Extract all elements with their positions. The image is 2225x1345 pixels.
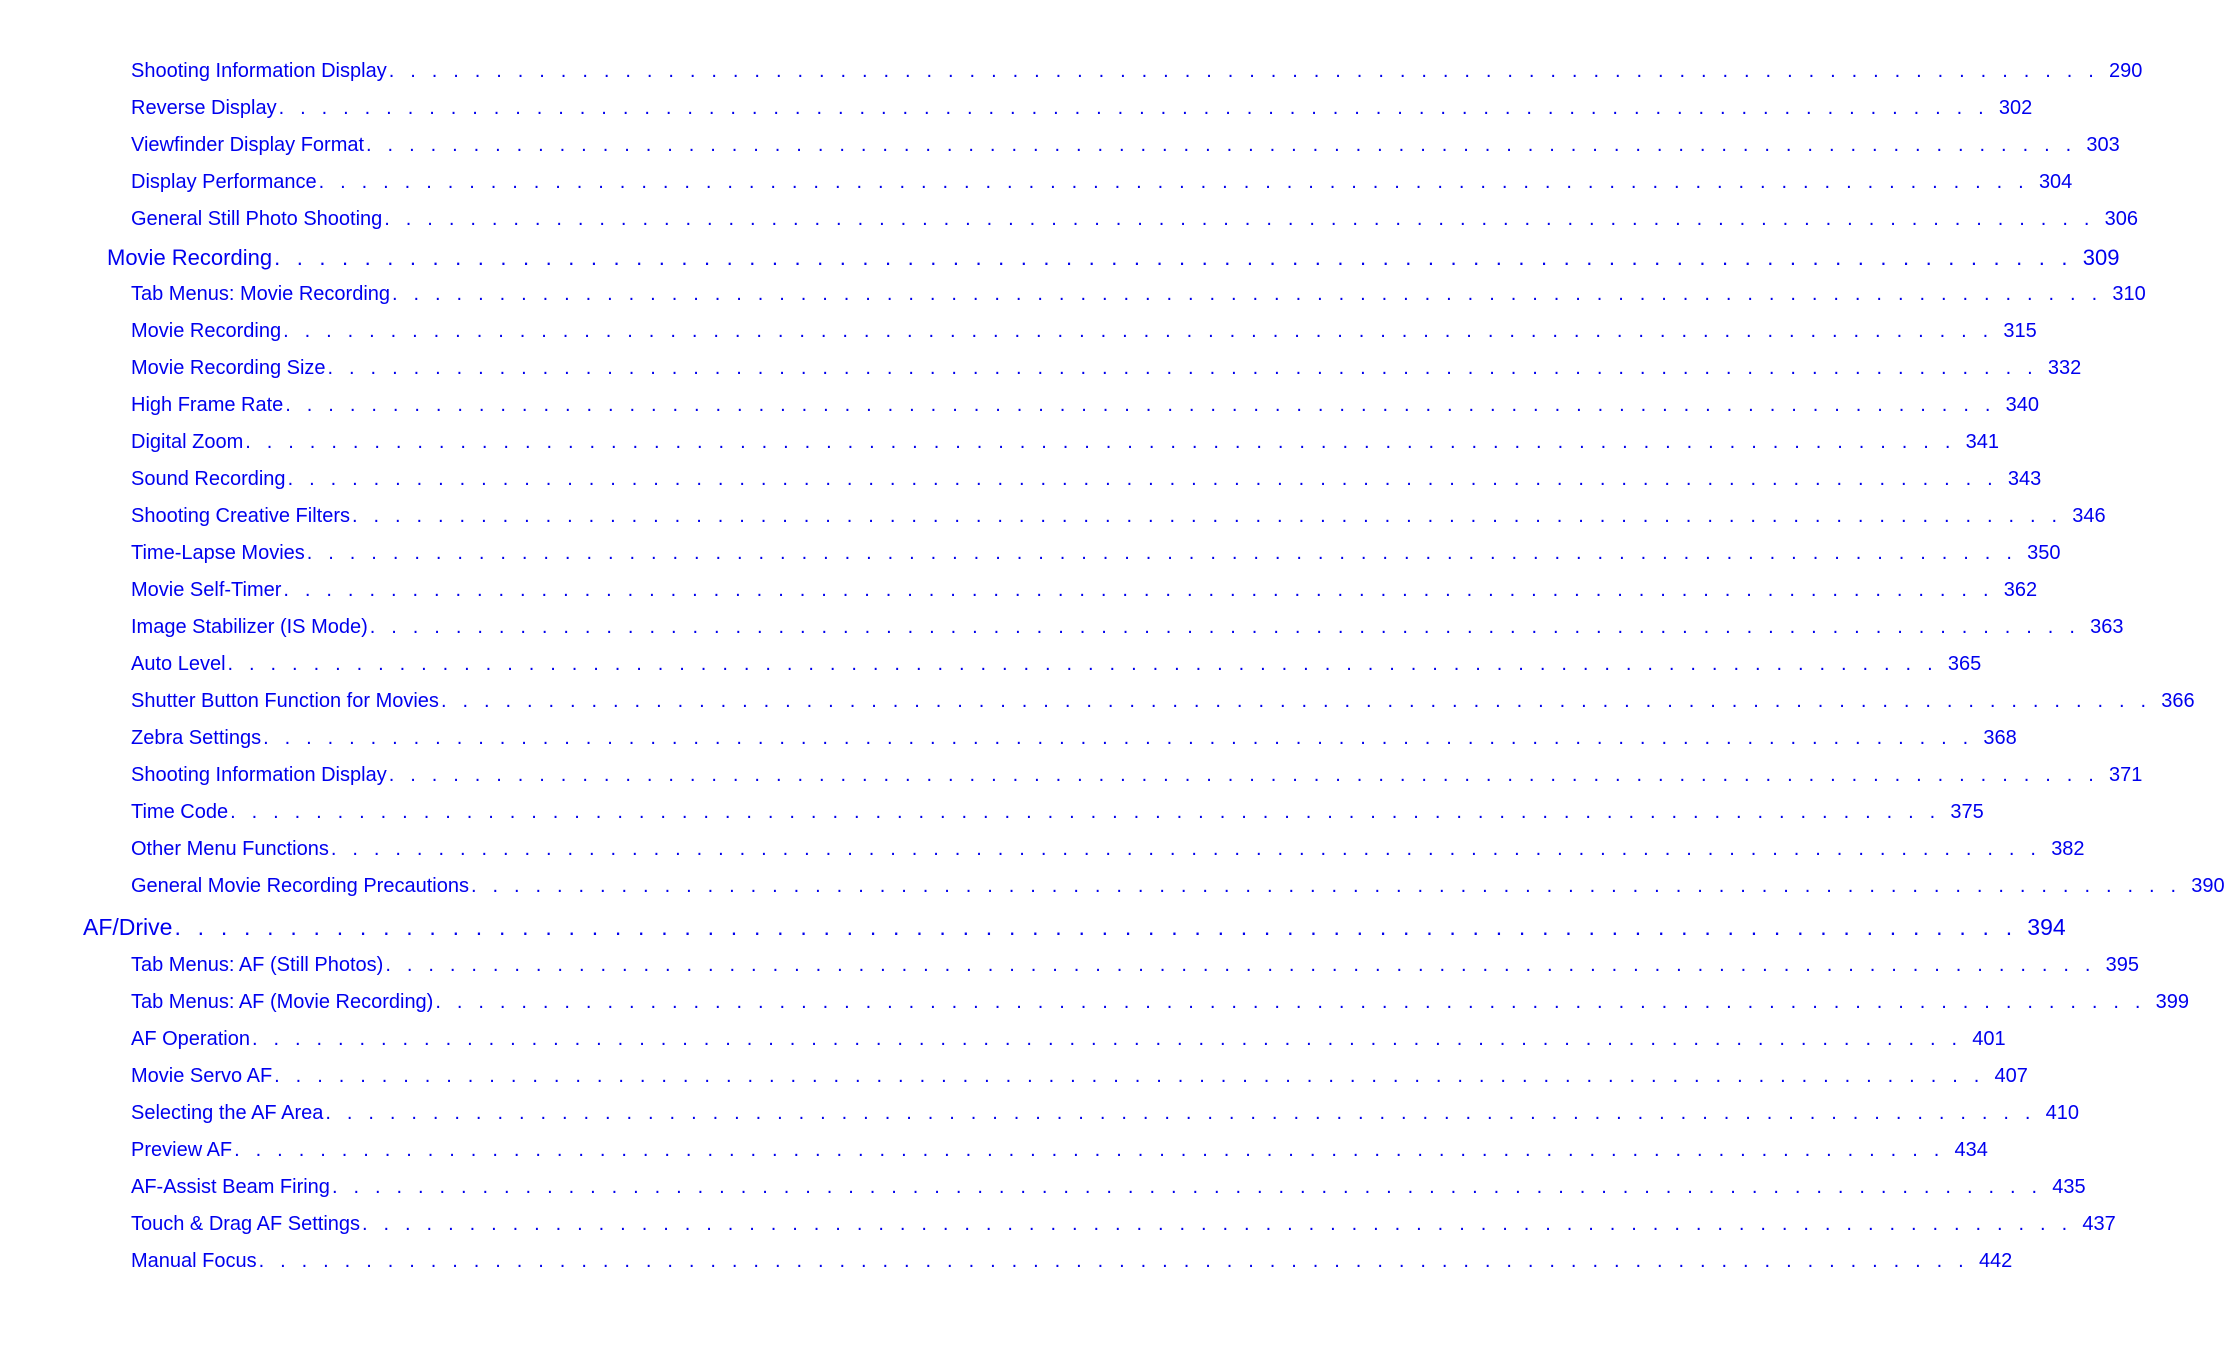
toc-entry-page-number: 395 bbox=[2105, 954, 2140, 976]
toc-entry-page-number: 315 bbox=[2003, 320, 2037, 342]
toc-entry[interactable] bbox=[0, 616, 2124, 653]
dot-leader: . . . . . . . . . . . . . . . . . . . . . . . . . . . . . . . . . . . . . . . . . . . . . . . . . . . . . . . . . . . . . . . . . . . . . . . . . . . . . . . . bbox=[287, 468, 1998, 490]
toc-entry-title: Time Code bbox=[131, 801, 229, 823]
toc-entry-page-number: 343 bbox=[2007, 468, 2042, 490]
toc-entry-page-number: 346 bbox=[2072, 505, 2106, 527]
toc-entry[interactable] bbox=[0, 727, 2017, 764]
toc-entry[interactable] bbox=[0, 1065, 2028, 1102]
toc-entry[interactable] bbox=[0, 283, 2146, 320]
toc-entry-page-number: 435 bbox=[2052, 1176, 2086, 1198]
toc-entry-page-number: 362 bbox=[2003, 579, 2038, 601]
toc-entry[interactable] bbox=[0, 875, 2225, 912]
toc-entry-page-number: 340 bbox=[2005, 394, 2039, 416]
toc-entry[interactable] bbox=[0, 394, 2039, 431]
toc-entry-page-number: 302 bbox=[1998, 97, 2033, 119]
toc-entry-title: Shutter Button Function for Movies bbox=[131, 690, 439, 712]
toc-section-heading[interactable] bbox=[0, 245, 2120, 283]
toc-entry-title: Time-Lapse Movies bbox=[131, 542, 305, 564]
dot-leader: . . . . . . . . . . . . . . . . . . . . . . . . . . . . . . . . . . . . . . . . . . . . . . . . . . . . . . . . . . . . . . . . . . . . . . . . . . . . . . . . bbox=[318, 171, 2029, 193]
toc-entry-title: Movie Recording Size bbox=[131, 357, 326, 379]
toc-entry-page-number: 310 bbox=[2112, 283, 2146, 305]
toc-entry-page-number: 365 bbox=[1947, 653, 1982, 675]
dot-leader: . . . . . . . . . . . . . . . . . . . . . . . . . . . . . . . . . . . . . . . . . . . . . . . . . . . . . . . . . . . . . . . . . . . . . . . . . . . . . . . . bbox=[325, 1102, 2036, 1124]
toc-entry-page-number: 407 bbox=[1994, 1065, 2028, 1087]
dot-leader: . . . . . . . . . . . . . . . . . . . . . . . . . . . . . . . . . . . . . . . . . . . . . . . . . . . . . . . . . . . . . . . . . . . . . . . . . . . . . . . . bbox=[384, 208, 2095, 230]
toc-entry[interactable] bbox=[0, 1139, 1988, 1176]
toc-entry[interactable] bbox=[0, 60, 2143, 97]
toc-entry[interactable] bbox=[0, 468, 2042, 505]
toc-entry[interactable] bbox=[0, 208, 2138, 245]
dot-leader: . . . . . . . . . . . . . . . . . . . . . . . . . . . . . . . . . . . . . . . . . . . . . . . . . . . . . . . . . . . . . . . . . . . . . . . . . . . . . . . . bbox=[388, 764, 2100, 786]
toc-entry[interactable] bbox=[0, 357, 2082, 394]
toc-entry[interactable] bbox=[0, 690, 2195, 727]
dot-leader: . . . . . . . . . . . . . . . . . . . . . . . . . . . . . . . . . . . . . . . . . . . . . . . . . . . . . . . . . . . . . . . . . . . . . . . . . . . . . . . . bbox=[278, 97, 1989, 119]
toc-entry-title: Tab Menus: AF (Still Photos) bbox=[131, 954, 384, 976]
toc-entry[interactable] bbox=[0, 1028, 2006, 1065]
toc-entry-title: Movie Recording bbox=[107, 245, 273, 270]
toc-entry-title: Reverse Display bbox=[131, 97, 277, 119]
toc-entry[interactable] bbox=[0, 320, 2037, 357]
toc-entry-title: AF-Assist Beam Firing bbox=[131, 1176, 330, 1198]
dot-leader: . . . . . . . . . . . . . . . . . . . . . . . . . . . . . . . . . . . . . . . . . . . . . . . . . . . . . . . . . . . . . . . . . . . . . . . . . . . . . . . . bbox=[327, 357, 2038, 379]
dot-leader: . . . . . . . . . . . . . . . . . . . . . . . . . . . . . . . . . . . . . . . . . . . . . . . . . . . . . . . . . . . . . . . . . . . . . . . . . . . . . . . . bbox=[283, 579, 1994, 601]
toc-entry-page-number: 290 bbox=[2109, 60, 2143, 82]
toc-entry[interactable] bbox=[0, 991, 2190, 1028]
dot-leader: . . . . . . . . . . . . . . . . . . . . . . . . . . . . . . . . . . . . . . . . . . . . . . . . . . . . . . . . . . . . . . . . . . . . . . . . . . . . . . . . bbox=[227, 653, 1938, 675]
toc-entry[interactable] bbox=[0, 542, 2061, 579]
toc-entry[interactable] bbox=[0, 838, 2085, 875]
dot-leader: . . . . . . . . . . . . . . . . . . . . . . . . . . . . . . . . . . . . . . . . . . . . . . . . . . . . . . . . . . . . . . . . . . . . . . . . . . . . . . . . bbox=[283, 320, 1994, 342]
toc-entry-page-number: 375 bbox=[1950, 801, 1984, 823]
toc-entry-page-number: 368 bbox=[1983, 727, 2017, 749]
toc-entry[interactable] bbox=[0, 764, 2143, 801]
dot-leader: . . . . . . . . . . . . . . . . . . . . . . . . . . . . . . . . . . . . . . . . . . . . . . . . . . . . . . . . . . . . . . . . . . . . . . . . . . . . . . . . bbox=[245, 431, 1956, 453]
toc-entry[interactable] bbox=[0, 505, 2106, 542]
toc-entry-title: Shooting Information Display bbox=[131, 60, 387, 82]
toc-entry[interactable] bbox=[0, 1250, 2013, 1287]
dot-leader: . . . . . . . . . . . . . . . . . . . . . . . . . . . . . . . . . . . . . . . . . . . . . . . . . . . . . . . . . . . . . . . . . . . . . . . . . . . . . . . . bbox=[274, 1065, 1985, 1087]
dot-leader: . . . . . . . . . . . . . . . . . . . . . . . . . . . . . . . . . . . . . . . . . . . . . . . . . . . . . . . . . . . . . . . . . . . . . . . . . . . . . . . . bbox=[258, 1250, 1969, 1272]
toc-entry-title: General Still Photo Shooting bbox=[131, 208, 383, 230]
toc-entry-page-number: 437 bbox=[2082, 1213, 2116, 1235]
dot-leader: . . . . . . . . . . . . . . . . . . . . . . . . . . . . . . . . . . . . . . . . . . . . . . . . . . . . . . . . . . . . . . . . . . . . . . . . . . . . . . . . bbox=[351, 505, 2063, 527]
toc-entry[interactable] bbox=[0, 431, 1999, 468]
toc-entry-title: Viewfinder Display Format bbox=[131, 134, 365, 156]
toc-entry-page-number: 303 bbox=[2086, 134, 2120, 156]
toc-entry[interactable] bbox=[0, 579, 2038, 616]
toc-entry[interactable] bbox=[0, 97, 2033, 134]
toc-entry-title: Selecting the AF Area bbox=[131, 1102, 324, 1124]
toc-entry-page-number: 390 bbox=[2191, 875, 2225, 897]
toc-entry-title: Image Stabilizer (IS Mode) bbox=[131, 616, 368, 638]
dot-leader: . . . . . . . . . . . . . . . . . . . . . . . . . . . . . . . . . . . . . . . . . . . . . . . . . . . . . . . . . . . . . . . . . . . . . . . . . . . . . . . . bbox=[435, 991, 2146, 1013]
toc-entry-title: Shooting Information Display bbox=[131, 764, 387, 786]
toc-entry[interactable] bbox=[0, 171, 2073, 208]
dot-leader: . . . . . . . . . . . . . . . . . . . . . . . . . . . . . . . . . . . . . . . . . . . . . . . . . . . . . . . . . . . . . . . . . . . . . . . . . . . . . . . . bbox=[234, 1139, 1945, 1161]
dot-leader: . . . . . . . . . . . . . . . . . . . . . . . . . . . . . . . . . . . . . . . . . . . . . . . . . . . . . . . . . . . . . . . . . . . . . . . . . . . . . . . . bbox=[392, 283, 2103, 305]
toc-entry[interactable] bbox=[0, 653, 1982, 690]
toc-entry-title: General Movie Recording Precautions bbox=[131, 875, 469, 897]
dot-leader: . . . . . . . . . . . . . . . . . . . . . . . . . . . . . . . . . . . . . . . . . . . . . . . . . . . . . . . . . . . . . . . . . . . . . . . . . . . . . . . . bbox=[331, 1176, 2043, 1198]
toc-entry-title: Movie Self-Timer bbox=[131, 579, 282, 601]
dot-leader: . . . . . . . . . . . . . . . . . . . . . . . . . . . . . . . . . . . . . . . . . . . . . . . . . . . . . . . . . . . . . . . . . . . . . . . . . . . . . . . . bbox=[362, 1213, 2073, 1235]
toc-entry-title: Sound Recording bbox=[131, 468, 286, 490]
toc-entry-title: Display Performance bbox=[131, 171, 317, 193]
toc-entry-page-number: 306 bbox=[2104, 208, 2138, 230]
toc-entry-page-number: 442 bbox=[1978, 1250, 2013, 1272]
toc-entry-page-number: 304 bbox=[2038, 171, 2073, 193]
dot-leader: . . . . . . . . . . . . . . . . . . . . . . . . . . . . . . . . . . . . . . . . . . . . . . . . . . . . . . . . . . . . . . . . . . . . . . . . . . . . . . . . bbox=[285, 394, 1996, 416]
toc-entry-page-number: 363 bbox=[2090, 616, 2124, 638]
dot-leader: . . . . . . . . . . . . . . . . . . . . . . . . . . . . . . . . . . . . . . . . . . . . . . . . . . . . . . . . . . . . . . . . . . . . . . . . . . . . . . . . bbox=[263, 727, 1974, 749]
dot-leader: . . . . . . . . . . . . . . . . . . . . . . . . . . . . . . . . . . . . . . . . . . . . . . . . . . . . . . . . . . . . . . . . . . . . . . . . . . . . . . . . bbox=[385, 954, 2096, 976]
toc-entry[interactable] bbox=[0, 1176, 2086, 1213]
toc-entry-title: AF Operation bbox=[131, 1028, 250, 1050]
toc-section-heading[interactable] bbox=[0, 914, 2066, 954]
toc-entry-page-number: 366 bbox=[2161, 690, 2195, 712]
toc-entry-page-number: 371 bbox=[2109, 764, 2143, 786]
dot-leader: . . . . . . . . . . . . . . . . . . . . . . . . . . . . . . . . . . . . . . . . . . . . . . . . . . . . . . . . . . . . . . . . . . . . . . . . . . . . . . . . bbox=[330, 838, 2042, 860]
toc-entry-page-number: 410 bbox=[2045, 1102, 2080, 1124]
toc-entry-title: Manual Focus bbox=[131, 1250, 257, 1272]
toc-entry-title: Preview AF bbox=[131, 1139, 233, 1161]
toc-entry-title: Tab Menus: AF (Movie Recording) bbox=[131, 991, 434, 1013]
toc-entry-title: Movie Servo AF bbox=[131, 1065, 273, 1087]
toc-entry-title: Shooting Creative Filters bbox=[131, 505, 350, 527]
dot-leader: . . . . . . . . . . . . . . . . . . . . . . . . . . . . . . . . . . . . . . . . . . . . . . . . . . . . . . . . . . . . . . . . . . . . . . . . . . . . . . . . bbox=[251, 1028, 1963, 1050]
toc-entry-title: Touch & Drag AF Settings bbox=[131, 1213, 361, 1235]
toc-entry-title: AF/Drive bbox=[83, 914, 173, 940]
toc-entry[interactable] bbox=[0, 1102, 2080, 1139]
dot-leader: . . . . . . . . . . . . . . . . . . . . . . . . . . . . . . . . . . . . . . . . . . . . . . . . . . . . . . . . . . . . . . . . . . . . . . . . . . . . . . . . bbox=[174, 914, 2018, 940]
dot-leader: . . . . . . . . . . . . . . . . . . . . . . . . . . . . . . . . . . . . . . . . . . . . . . . . . . . . . . . . . . . . . . . . . . . . . . . . . . . . . . . . bbox=[366, 134, 2077, 156]
dot-leader: . . . . . . . . . . . . . . . . . . . . . . . . . . . . . . . . . . . . . . . . . . . . . . . . . . . . . . . . . . . . . . . . . . . . . . . . . . . . . . . . bbox=[369, 616, 2081, 638]
toc-entry-page-number: 399 bbox=[2155, 991, 2190, 1013]
toc-entry-title: Tab Menus: Movie Recording bbox=[131, 283, 391, 305]
toc-entry-page-number: 434 bbox=[1954, 1139, 1988, 1161]
dot-leader: . . . . . . . . . . . . . . . . . . . . . . . . . . . . . . . . . . . . . . . . . . . . . . . . . . . . . . . . . . . . . . . . . . . . . . . . . . . . . . . . bbox=[306, 542, 2018, 564]
toc-entry-page-number: 332 bbox=[2047, 357, 2082, 379]
table-of-contents bbox=[0, 60, 2225, 1287]
toc-entry-page-number: 382 bbox=[2051, 838, 2085, 860]
dot-leader: . . . . . . . . . . . . . . . . . . . . . . . . . . . . . . . . . . . . . . . . . . . . . . . . . . . . . . . . . . . . . . . . . . . . . . . . . . . . . . . . bbox=[470, 875, 2182, 897]
toc-entry-title: Auto Level bbox=[131, 653, 226, 675]
dot-leader: . . . . . . . . . . . . . . . . . . . . . . . . . . . . . . . . . . . . . . . . . . . . . . . . . . . . . . . . . . . . . . . . . . . . . . . . . . . . . . . . bbox=[440, 690, 2152, 712]
toc-entry-page-number: 350 bbox=[2027, 542, 2061, 564]
toc-entry-page-number: 401 bbox=[1972, 1028, 2006, 1050]
dot-leader: . . . . . . . . . . . . . . . . . . . . . . . . . . . . . . . . . . . . . . . . . . . . . . . . . . . . . . . . . . . . . . . . . . . . . . . . . . . . . . . . bbox=[388, 60, 2100, 82]
toc-entry-page-number: 394 bbox=[2027, 914, 2066, 940]
toc-entry-title: Digital Zoom bbox=[131, 431, 244, 453]
toc-entry-title: Other Menu Functions bbox=[131, 838, 329, 860]
toc-entry-title: High Frame Rate bbox=[131, 394, 284, 416]
toc-entry-title: Movie Recording bbox=[131, 320, 282, 342]
toc-entry[interactable] bbox=[0, 134, 2120, 171]
dot-leader: . . . . . . . . . . . . . . . . . . . . . . . . . . . . . . . . . . . . . . . . . . . . . . . . . . . . . . . . . . . . . . . . . . . . . . . . . . . . . . . . bbox=[230, 801, 1941, 823]
toc-entry-title: Zebra Settings bbox=[131, 727, 262, 749]
toc-entry-page-number: 341 bbox=[1965, 431, 1999, 453]
dot-leader: . . . . . . . . . . . . . . . . . . . . . . . . . . . . . . . . . . . . . . . . . . . . . . . . . . . . . . . . . . . . . . . . . . . . . . . . . . . . . . . . bbox=[274, 245, 2073, 270]
toc-entry-page-number: 309 bbox=[2082, 245, 2120, 270]
toc-entry[interactable] bbox=[0, 954, 2140, 991]
toc-entry[interactable] bbox=[0, 1213, 2116, 1250]
toc-entry[interactable] bbox=[0, 801, 1984, 838]
